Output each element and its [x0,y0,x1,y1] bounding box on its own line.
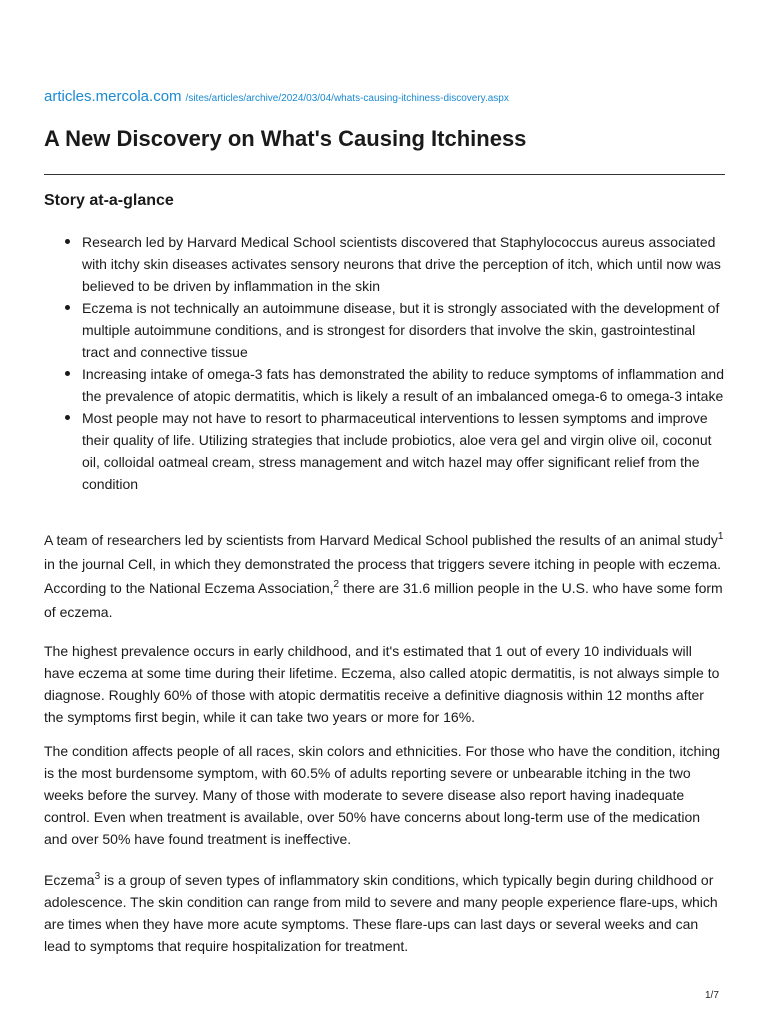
glance-item-text: Eczema is not technically an autoimmune disease, but it is strongly associated with the development of multiple autoimmune conditions, and is strongest for disorders that involve the skin, gastrointestinal tract and connective tissue [82,300,720,360]
body-paragraph: The condition affects people of all races, skin colors and ethnicities. For those who have the condition, itching is the most burdensome symptom, with 60.5% of adults reporting severe or unbearable itching in the two weeks before the survey. Many of those with moderate to severe disease also report having inadequate control. Even when treatment is available, over 50% have concerns about long-term use of the medication and over 50% have found treatment is ineffective. [44,743,721,847]
footnote-ref-2[interactable]: 2 [333,579,340,590]
glance-heading: Story at-a-glance [44,192,174,209]
glance-item [82,407,725,495]
page-number: 1/7 [705,990,719,1001]
glance-list [44,231,725,495]
paragraph-text: Eczema [44,872,95,888]
glance-item [82,231,725,297]
source-path-link[interactable]: /sites/articles/archive/2024/03/04/whats-causing-itchiness-discovery.aspx [185,93,509,104]
glance-item-text: Most people may not have to resort to pharmaceutical interventions to lessen symptoms and improve their quality of life. Utilizing strategies that include probiotics, aloe vera gel and virgin olive oil, coconut oil, colloidal oatmeal cream, stress management and witch hazel may offer significant relief from the condition [82,410,712,492]
paragraph-text: there are 31.6 million people in the U.S. who have some form of eczema. [44,580,723,620]
glance-item-text: Increasing intake of omega-3 fats has demonstrated the ability to reduce symptoms of inflammation and the prevalence of atopic dermatitis, which is likely a result of an imbalanced omega-6 to omega-3 intake [82,366,725,404]
body-paragraph: The highest prevalence occurs in early childhood, and it's estimated that 1 out of every 10 individuals will have eczema at some time during their lifetime. Eczema, also called atopic dermatitis, is not always simple to diagnose. Roughly 60% of those with atopic dermatitis receive a definitive diagnosis within 12 months after the symptoms first begin, while it can take two years or more for 16%. [44,643,720,725]
title-divider [44,174,725,175]
body-paragraph [44,528,725,624]
bullet-icon [65,371,70,376]
bullet-icon [65,415,70,420]
paragraph-text: is a group of seven types of inflammatory skin conditions, which typically begin during childhood or adolescence. The skin condition can range from mild to severe and many people experience flare-ups, which are times when they have more acute symptoms. These flare-ups can last days or several weeks and can lead to symptoms that require hospitalization for treatment. [44,872,718,954]
footnote-ref-1[interactable]: 1 [717,531,724,542]
paragraph-text: A team of researchers led by scientists from Harvard Medical School published the results of an animal study [44,532,718,548]
glance-item-text: Research led by Harvard Medical School scientists discovered that Staphylococcus aureus associated with itchy skin diseases activates sensory neurons that drive the perception of itch, which until now was believed to be driven by inflammation in the skin [82,234,721,294]
source-url [44,88,509,106]
glance-item [82,297,725,363]
bullet-icon [65,305,70,310]
glance-item [82,363,725,407]
footnote-ref-3[interactable]: 3 [94,871,101,882]
bullet-icon [65,239,70,244]
article-title: A New Discovery on What's Causing Itchiness [44,126,527,151]
source-domain-link[interactable]: articles.mercola.com [44,88,182,105]
body-paragraph [44,869,725,957]
paragraph-text: in the journal Cell, in which they demonstrated the process that triggers severe itching in people with eczema. According to the National Eczema Association, [44,556,722,596]
